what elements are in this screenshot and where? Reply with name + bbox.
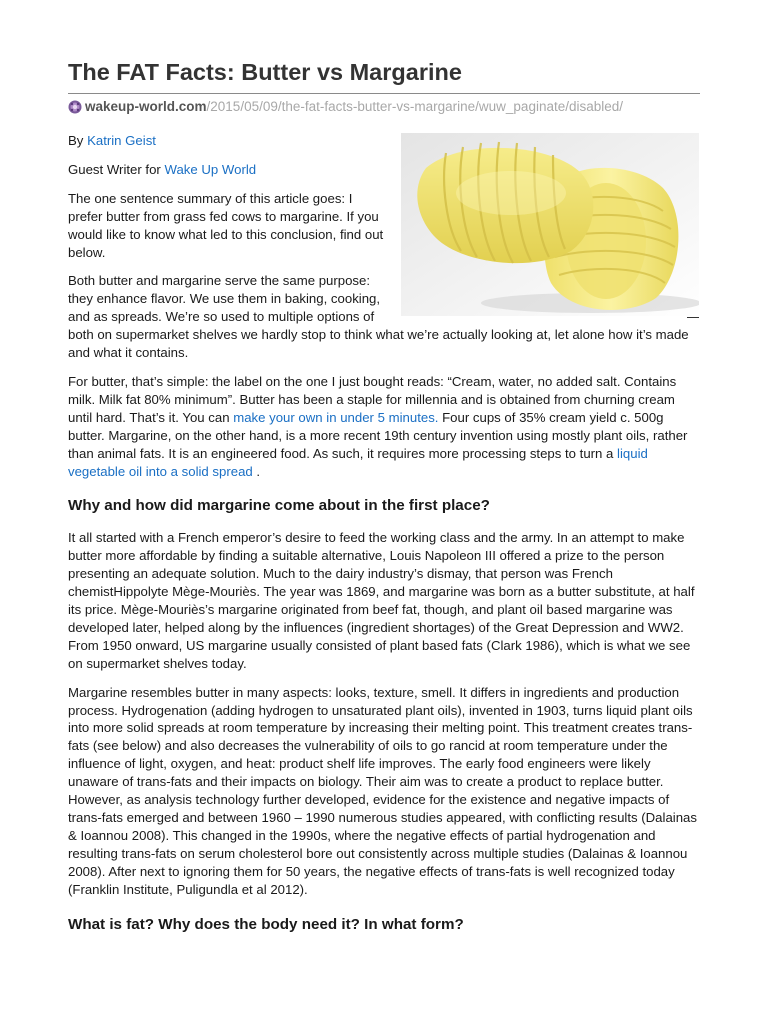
summary-paragraph: The one sentence summary of this article goes: I prefer butter from grass fed cows to margarine. If you would like to know what led to this conclusion, find out below. — [68, 190, 384, 260]
byline-prefix: By — [68, 133, 88, 148]
section-heading-history: Why and how did margarine come about in the first place? — [68, 497, 490, 515]
source-domain: wakeup-world.com — [85, 99, 207, 114]
article-page — [68, 56, 702, 948]
butter-text-2: Four cups of 35% cream yield c. 500g butter. Margarine, on the other hand, is a more recent 19th century invention using mostly plant oils, rather than animal fats. It is an engineered food. As such, it requires more processing steps to turn a — [68, 409, 688, 461]
butter-text-1: For butter, that’s simple: the label on the one I just bought reads: “Cream, water, no added salt. Contains milk. Milk fat 80% minimum”. Butter has been a staple for millennia and is obtained from churning cream until hard. That’s it. You can — [68, 373, 677, 425]
hydrogenation-paragraph: Margarine resembles butter in many aspects: looks, texture, smell. It differs in ingredients and production process. Hydrogenation (adding hydrogen to unsaturated plant oils), invented in 1903, turns liquid plant oils into more solid spreads at room temperature by increasing their melting point. This treatment creates trans-fats (see below) and also decreases the vulnerability of oils to go rancid at room temperature under the influence of light, oxygen, and heat: product shelf life improves. The early food engineers were likely unaware of trans-fats and their impacts on biology. Their aim was to create a product to replace butter. However, as analysis technology further developed, evidence for the existence and negative impacts of trans-fats emerged and between 1960 – 1990 numerous studies appeared, with conflicting results (Dalainas & Ioannou 2008). This changed in the 1990s, where the negative effects of partial hydrogenation and resulting trans-fats on serum cholesterol bore out consistently across multiple studies (Dalainas & Ioannou 2008). After next to ignoring them for 50 years, the negative effects of trans-fats is well recognized today (Franklin Institute, Puligundla et al 2012). — [68, 684, 697, 897]
history-paragraph: It all started with a French emperor’s desire to feed the working class and the army. In an attempt to make butter more affordable by finding a suitable alternative, Louis Napoleon III offered a prize to the person presenting an adequate solution. Much to the dairy industry’s dismay, that person was French chemistHippolyte Mège-Mouriès. The year was 1869, and margarine was born as a butter substitute, at half its price. Mège-Mouriès’s margarine originated from beef fat, though, and plant oil based margarine was developed later, helped along by the influences (ingredient shortages) of the Great Depression and WW2. From 1950 onward, US margarine usually consisted of plant based fats (Clark 1986), which is what we see on supermarket shelves today. — [68, 530, 695, 671]
article-body — [68, 132, 702, 935]
title-divider — [68, 93, 700, 94]
wakeup-world-favicon-icon — [68, 100, 82, 114]
butter-paragraph — [68, 373, 702, 480]
article-title: The FAT Facts: Butter vs Margarine — [68, 59, 462, 85]
intro-paragraph: Both butter and margarine serve the same purpose: they enhance flavor. We use them in baking, cooking, and as spreads. We’re so used to multiple options of both on supermarket shelves we hardly stop to think what we’re actually looking at, let alone how it’s made and what it contains. — [68, 273, 689, 361]
make-your-own-link[interactable]: make your own in under 5 minutes. — [233, 409, 439, 425]
wake-up-world-link[interactable]: Wake Up World — [164, 161, 257, 177]
butter-text-3: . — [252, 463, 261, 479]
liquid-oil-link[interactable]: liquid vegetable oil into a solid spread — [68, 445, 648, 479]
image-edge-mark — [687, 317, 699, 318]
butter-curls-photo — [401, 133, 699, 316]
author-link[interactable]: Katrin Geist — [87, 133, 156, 148]
source-url[interactable] — [68, 98, 702, 116]
section-heading-fat: What is fat? Why does the body need it? In what form? — [68, 915, 464, 933]
guest-prefix: Guest Writer for — [68, 161, 165, 177]
source-path: /2015/05/09/the-fat-facts-butter-vs-margarine/wuw_paginate/disabled/ — [206, 99, 624, 114]
